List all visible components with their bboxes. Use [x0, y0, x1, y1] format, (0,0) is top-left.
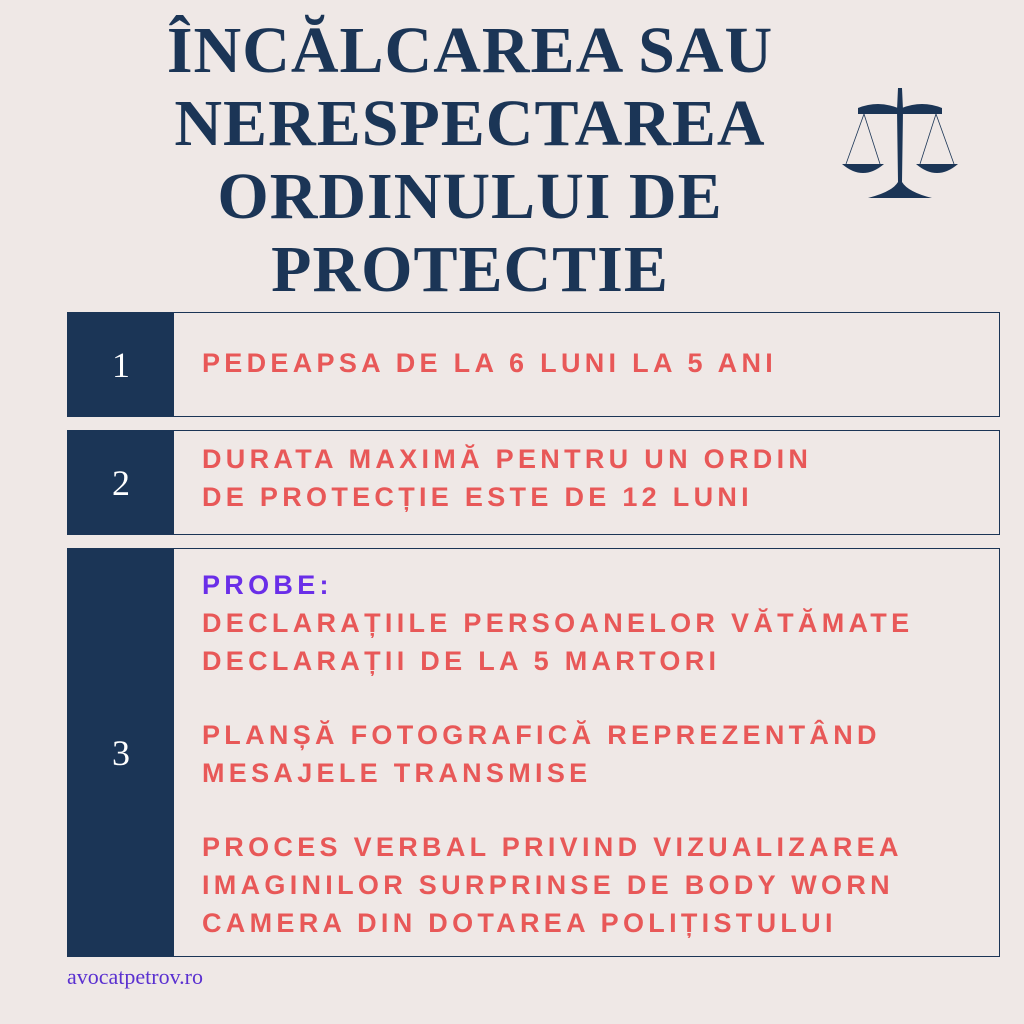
item-card-1	[67, 312, 1000, 417]
title-line: NERESPECTAREA	[174, 87, 766, 160]
footer-website: avocatpetrov.ro	[67, 964, 204, 989]
title-line: ÎNCĂLCAREA SAU	[166, 14, 774, 87]
item-card-3	[67, 548, 1000, 957]
item-number: 2	[68, 431, 174, 534]
item-number: 3	[68, 549, 174, 956]
text-line: DE PROTECȚIE ESTE DE 12 LUNI	[202, 482, 753, 512]
text-line: IMAGINILOR SURPRINSE DE BODY WORN	[202, 870, 894, 900]
text-line: PEDEAPSA DE LA 6 LUNI LA 5 ANI	[202, 348, 778, 378]
item-text	[202, 344, 989, 382]
item-text	[202, 566, 989, 942]
text-line: PLANȘĂ FOTOGRAFICĂ REPREZENTÂND	[202, 720, 881, 750]
text-line: DURATA MAXIMĂ PENTRU UN ORDIN	[202, 444, 813, 474]
item-number: 1	[68, 313, 174, 416]
text-line: DECLARAȚII DE LA 5 MARTORI	[202, 646, 721, 676]
scales-of-justice-icon	[838, 86, 962, 202]
page-title	[150, 14, 790, 306]
text-line: PROCES VERBAL PRIVIND VIZUALIZAREA	[202, 832, 903, 862]
title-line: ORDINULUI DE	[217, 160, 723, 233]
evidence-heading: PROBE:	[202, 570, 333, 600]
item-text	[202, 440, 989, 516]
text-line: DECLARAȚIILE PERSOANELOR VĂTĂMATE	[202, 608, 914, 638]
text-line: CAMERA DIN DOTAREA POLIȚISTULUI	[202, 908, 837, 938]
title-line: PROTECTIE	[271, 233, 669, 306]
text-line: MESAJELE TRANSMISE	[202, 758, 592, 788]
item-card-2	[67, 430, 1000, 535]
